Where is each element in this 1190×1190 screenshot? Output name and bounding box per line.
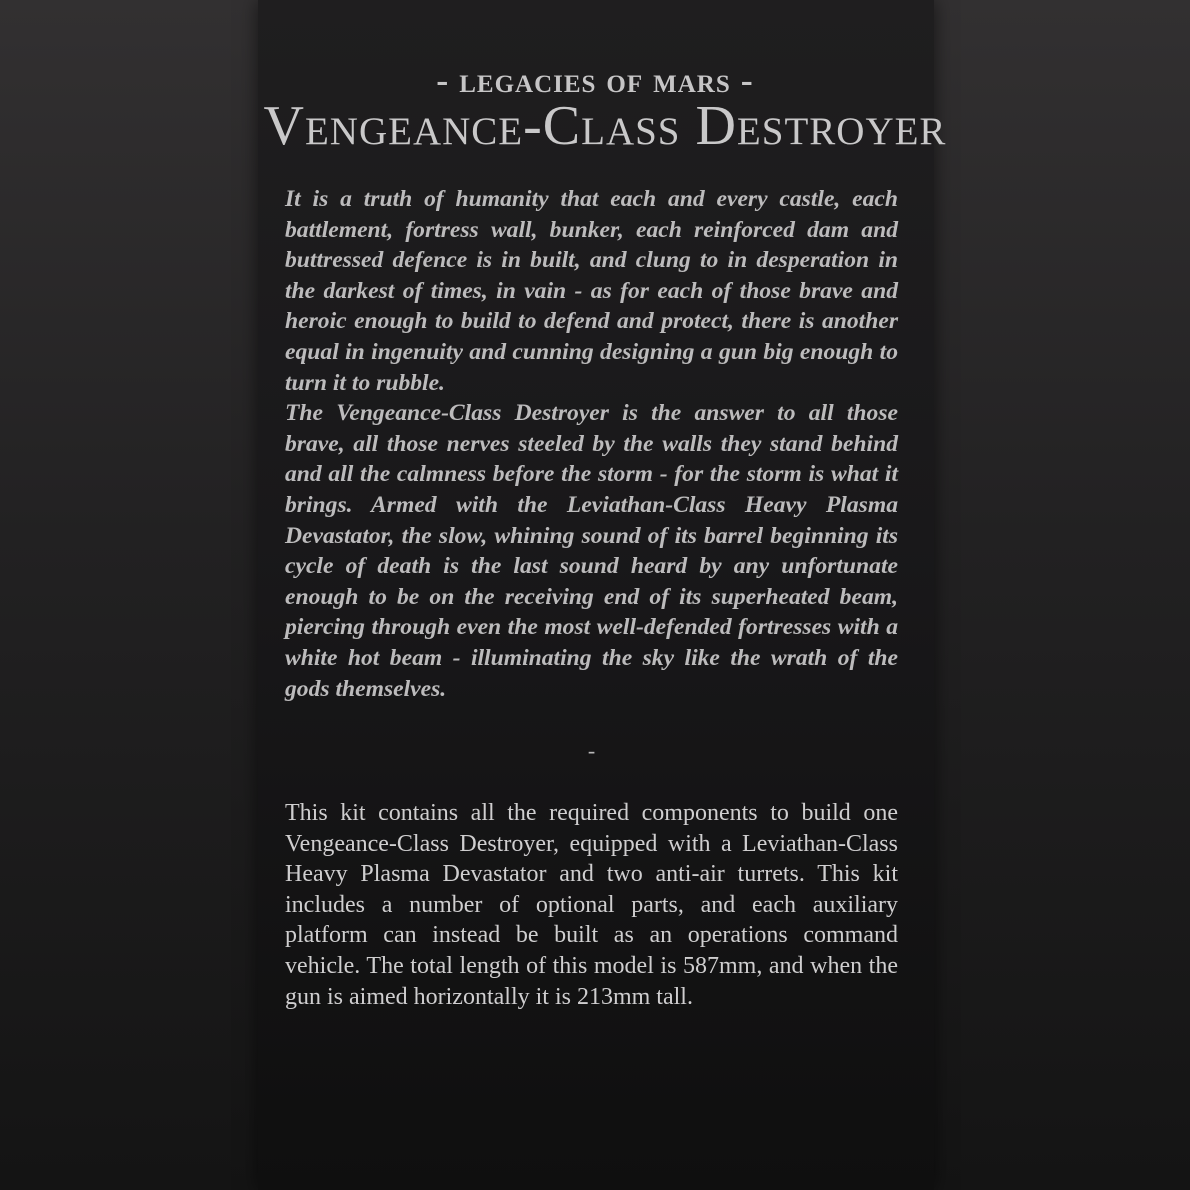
lore-paragraph-2: The Vengeance-Class Destroyer is the answer to all those brave, all those nerves steeled by the walls they stand behind and all the calmness before the storm - for the storm is what it brings. Armed with the Leviathan-Class Heavy Plasma Devastator, the slow, whining sound of its barrel beginning its cycle of death is the last sound heard by any unfortunate enough to be on the receiving end of its superheated beam, piercing through even the most well-defended fortresses with a white hot beam - illuminating the sky like the wrath of the gods themselves. — [285, 400, 898, 702]
section-separator: - — [587, 738, 596, 764]
series-subtitle: - legacies of mars - — [436, 60, 754, 100]
kit-description-text: This kit contains all the required components to build one Vengeance-Class Destroyer, equipped with a Leviathan-Class Heavy Plasma Devastator and two anti-air turrets. This kit includes a number of optional parts, and each auxiliary platform can instead be built as an operations command vehicle. The total length of this model is 587mm, and when the gun is aimed horizontally it is 213mm tall. — [285, 800, 898, 1010]
page-title: Vengeance-Class Destroyer — [263, 95, 947, 157]
main-content — [285, 184, 898, 1012]
intro-lore — [285, 184, 898, 704]
page-header — [0, 60, 1190, 157]
lore-paragraph-1: It is a truth of humanity that each and every castle, each battlement, fortress wall, bunker, each reinforced dam and buttressed defence is in built, and clung to in desperation in the darkest of times, in vain - as for each of those brave and heroic enough to build to defend and protect, there is another equal in ingenuity and cunning designing a gun big enough to turn it to rubble. — [285, 186, 898, 396]
kit-description — [285, 798, 898, 1012]
